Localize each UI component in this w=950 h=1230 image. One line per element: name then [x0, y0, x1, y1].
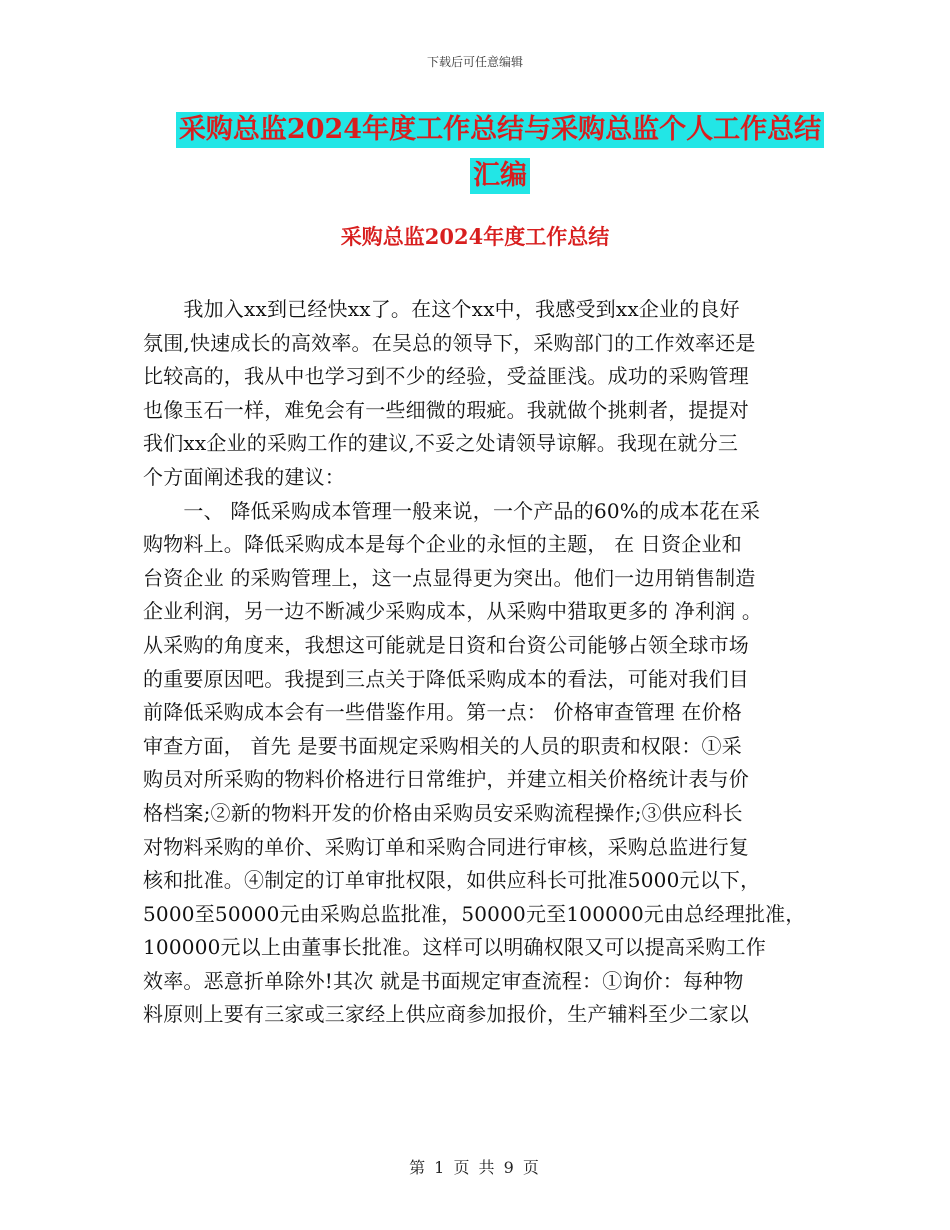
body-line: 我加入xx到已经快xx了。在这个xx中，我感受到xx企业的良好	[143, 297, 740, 321]
body-line: 台资企业 的采购管理上，这一点显得更为突出。他们一边用销售制造	[143, 565, 756, 590]
body-line: 氛围,快速成长的高效率。在吴总的领导下，采购部门的工作效率还是	[143, 330, 756, 355]
page-header: 下载后可任意编辑	[426, 55, 523, 69]
body-line: 5000至50000元由采购总监批准，50000元至100000元由总经理批准，	[143, 901, 806, 926]
body-line: 100000元以上由董事长批准。这样可以明确权限又可以提高采购工作	[143, 935, 766, 960]
body-line: 核和批准。④制定的订单审批权限，如供应科长可批准5000元以下，	[143, 868, 761, 893]
body-line: 购员对所采购的物料价格进行日常维护，并建立相关价格统计表与价	[143, 767, 749, 792]
body-text	[143, 293, 813, 1032]
body-line: 料原则上要有三家或三家经上供应商参加报价，生产辅料至少二家以	[143, 1002, 749, 1027]
body-line: 一、 降低采购成本管理一般来说，一个产品的60%的成本花在采	[143, 498, 761, 523]
body-line: 审查方面， 首先 是要书面规定采购相关的人员的职责和权限：①采	[143, 733, 742, 758]
title-line-1: 采购总监2024年度工作总结与采购总监个人工作总结	[176, 112, 824, 148]
body-line: 效率。恶意折单除外!其次 就是书面规定审查流程：①询价：每种物	[143, 968, 744, 993]
body-line: 我们xx企业的采购工作的建议,不妥之处请领导谅解。我现在就分三	[143, 431, 739, 456]
body-line: 的重要原因吧。我提到三点关于降低采购成本的看法，可能对我们目	[143, 666, 749, 691]
section-subtitle: 采购总监2024年度工作总结	[340, 224, 610, 249]
body-line: 格档案;②新的物料开发的价格由采购员安采购流程操作;③供应科长	[143, 800, 743, 825]
page-footer: 第 1 页 共 9 页	[409, 1158, 541, 1177]
body-line: 从采购的角度来，我想这可能就是日资和台资公司能够占领全球市场	[143, 632, 749, 657]
document-title	[140, 112, 860, 204]
body-line: 购物料上。降低采购成本是每个企业的永恒的主题， 在 日资企业和	[143, 532, 742, 557]
body-line: 企业利润，另一边不断减少采购成本，从采购中猎取更多的 净利润 。	[143, 599, 763, 624]
body-line: 前降低采购成本会有一些借鉴作用。第一点： 价格审查管理 在价格	[143, 700, 742, 725]
body-line: 对物料采购的单价、采购订单和采购合同进行审核，采购总监进行复	[143, 834, 749, 859]
body-line: 也像玉石一样，难免会有一些细微的瑕疵。我就做个挑刺者，提提对	[143, 397, 749, 422]
body-line: 个方面阐述我的建议：	[143, 464, 345, 489]
title-line-2: 汇编	[470, 158, 530, 194]
body-line: 比较高的，我从中也学习到不少的经验，受益匪浅。成功的采购管理	[143, 364, 749, 389]
